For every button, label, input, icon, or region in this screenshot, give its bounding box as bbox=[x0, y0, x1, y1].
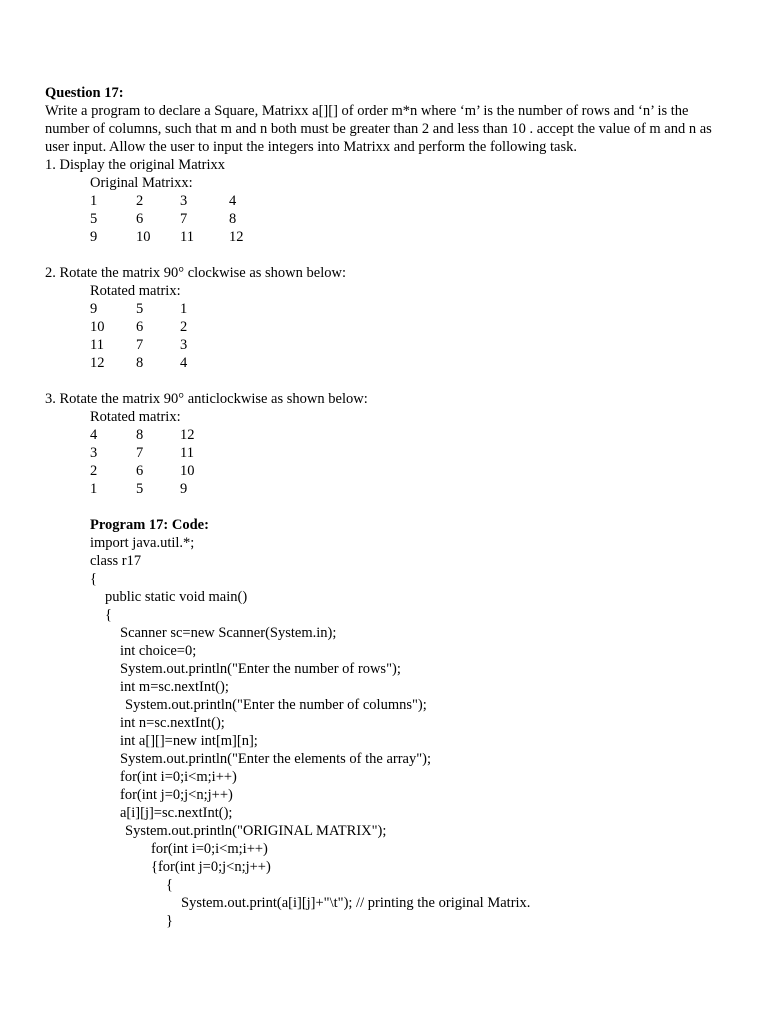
matrix-row bbox=[45, 426, 715, 444]
code-line: { bbox=[90, 571, 97, 587]
task2-label: Rotated matrix: bbox=[90, 283, 181, 299]
matrix-cell: 2 bbox=[136, 193, 144, 209]
matrix-cell: 11 bbox=[180, 445, 194, 461]
matrix-row bbox=[45, 300, 715, 318]
code-line: { bbox=[166, 877, 173, 893]
program-title: Program 17: Code: bbox=[90, 517, 209, 533]
matrix-cell: 5 bbox=[90, 211, 98, 227]
matrix-cell: 6 bbox=[136, 463, 144, 479]
matrix-row bbox=[45, 228, 715, 246]
matrix-row bbox=[45, 318, 715, 336]
question-title: Question 17: bbox=[45, 85, 124, 101]
matrix-row bbox=[45, 462, 715, 480]
code-line: import java.util.*; bbox=[90, 535, 195, 551]
matrix-cell: 8 bbox=[136, 427, 144, 443]
code-block bbox=[45, 534, 715, 930]
task1-label: Original Matrixx: bbox=[90, 175, 193, 191]
code-line: a[i][j]=sc.nextInt(); bbox=[120, 805, 233, 821]
code-line: for(int j=0;j<n;j++) bbox=[120, 787, 233, 803]
matrix-row bbox=[45, 210, 715, 228]
matrix-cell: 1 bbox=[90, 193, 98, 209]
code-line: int choice=0; bbox=[120, 643, 197, 659]
matrix-cell: 11 bbox=[180, 229, 194, 245]
matrix-cell: 6 bbox=[136, 211, 144, 227]
code-line: {for(int j=0;j<n;j++) bbox=[151, 859, 271, 875]
matrix-cell: 10 bbox=[90, 319, 105, 335]
matrix-cell: 5 bbox=[136, 301, 144, 317]
code-line: int n=sc.nextInt(); bbox=[120, 715, 225, 731]
matrix-cell: 4 bbox=[229, 193, 237, 209]
matrix-cell: 3 bbox=[180, 337, 188, 353]
matrix-cell: 8 bbox=[136, 355, 144, 371]
matrix-cell: 3 bbox=[90, 445, 98, 461]
matrix-cell: 10 bbox=[136, 229, 151, 245]
code-line: for(int i=0;i<m;i++) bbox=[120, 769, 237, 785]
task2-heading: 2. Rotate the matrix 90° clockwise as shown below: bbox=[45, 265, 346, 281]
matrix-cell: 5 bbox=[136, 481, 144, 497]
matrix-cell: 12 bbox=[180, 427, 195, 443]
code-line: System.out.print(a[i][j]+"\t"); // printing the original Matrix. bbox=[181, 895, 531, 911]
matrix-row bbox=[45, 480, 715, 498]
code-line: System.out.println("ORIGINAL MATRIX"); bbox=[125, 823, 387, 839]
matrix-cell: 8 bbox=[229, 211, 237, 227]
matrix-cell: 12 bbox=[90, 355, 105, 371]
document-page bbox=[45, 84, 715, 930]
matrix-cell: 4 bbox=[180, 355, 188, 371]
matrix-cell: 4 bbox=[90, 427, 98, 443]
matrix-row bbox=[45, 336, 715, 354]
matrix-cell: 12 bbox=[229, 229, 244, 245]
matrix-cell: 9 bbox=[90, 301, 98, 317]
question-description: Write a program to declare a Square, Matrixx a[][] of order m*n where ‘m’ is the number of rows and ‘n’ is the number of columns, such that m and n both must be greater than 2 and less than 10 . accept the value of m and n as user input. Allow the user to input the integers into Matrixx and perform the following task. bbox=[45, 103, 712, 155]
matrix-cell: 10 bbox=[180, 463, 195, 479]
matrix-row bbox=[45, 354, 715, 372]
code-line: for(int i=0;i<m;i++) bbox=[151, 841, 268, 857]
code-line: int a[][]=new int[m][n]; bbox=[120, 733, 258, 749]
matrix-cell: 9 bbox=[180, 481, 188, 497]
code-line: System.out.println("Enter the number of columns"); bbox=[125, 697, 427, 713]
clockwise-matrix bbox=[45, 300, 715, 372]
matrix-cell: 11 bbox=[90, 337, 104, 353]
anticlockwise-matrix bbox=[45, 426, 715, 498]
matrix-cell: 7 bbox=[136, 337, 144, 353]
code-line: { bbox=[105, 607, 112, 623]
matrix-cell: 6 bbox=[136, 319, 144, 335]
matrix-row bbox=[45, 192, 715, 210]
matrix-cell: 2 bbox=[90, 463, 98, 479]
matrix-cell: 7 bbox=[180, 211, 188, 227]
task3-heading: 3. Rotate the matrix 90° anticlockwise as shown below: bbox=[45, 391, 368, 407]
matrix-cell: 2 bbox=[180, 319, 188, 335]
task1-heading: 1. Display the original Matrixx bbox=[45, 157, 226, 173]
matrix-cell: 1 bbox=[90, 481, 98, 497]
matrix-cell: 7 bbox=[136, 445, 144, 461]
code-line: int m=sc.nextInt(); bbox=[120, 679, 229, 695]
code-line: } bbox=[166, 913, 173, 929]
code-line: System.out.println("Enter the number of rows"); bbox=[120, 661, 401, 677]
code-line: public static void main() bbox=[105, 589, 248, 605]
code-line: Scanner sc=new Scanner(System.in); bbox=[120, 625, 337, 641]
original-matrix bbox=[45, 192, 715, 246]
matrix-row bbox=[45, 444, 715, 462]
task3-label: Rotated matrix: bbox=[90, 409, 181, 425]
matrix-cell: 1 bbox=[180, 301, 188, 317]
matrix-cell: 9 bbox=[90, 229, 98, 245]
code-line: System.out.println("Enter the elements of the array"); bbox=[120, 751, 432, 767]
matrix-cell: 3 bbox=[180, 193, 188, 209]
code-line: class r17 bbox=[90, 553, 142, 569]
